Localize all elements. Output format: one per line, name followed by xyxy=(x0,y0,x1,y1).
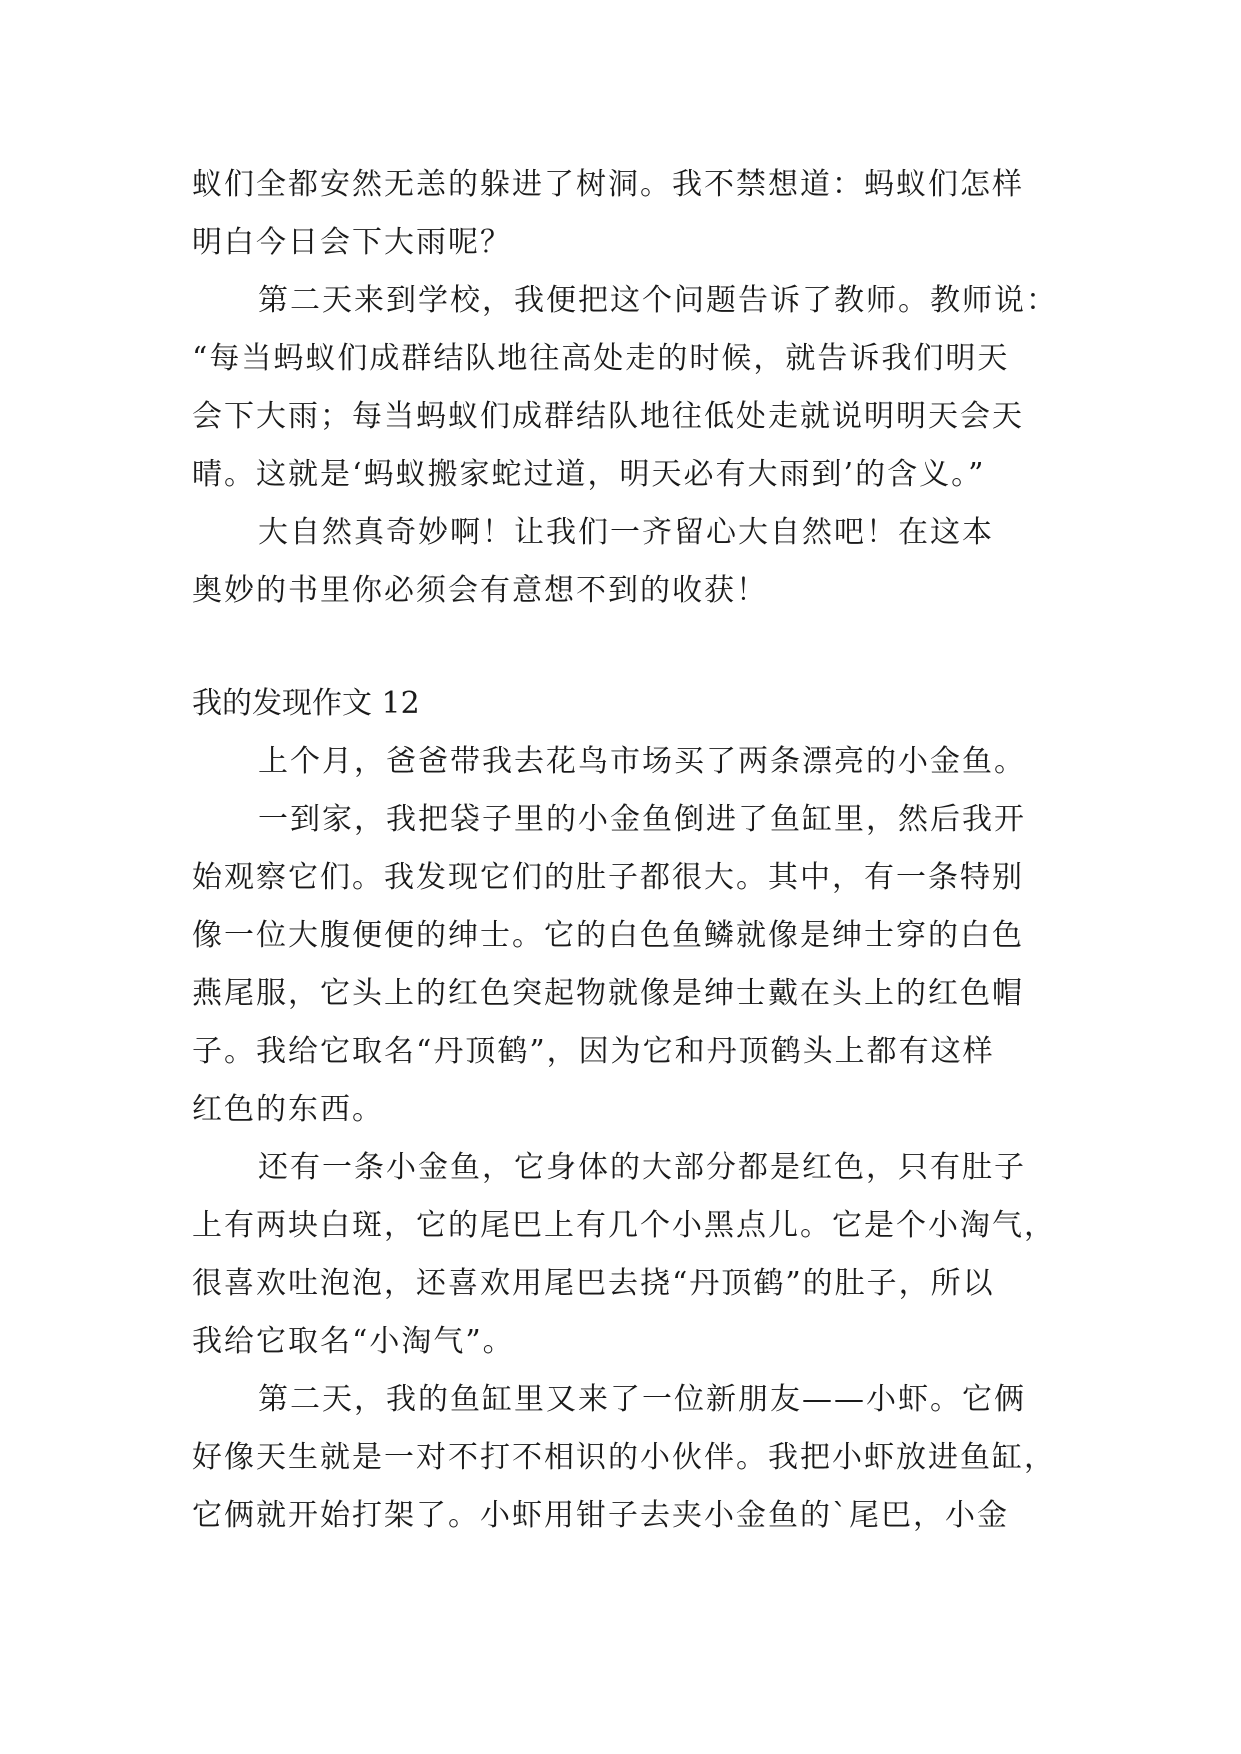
text-line: 蚁们全都安然无恙的躲进了树洞。我不禁想道：蚂蚁们怎样 xyxy=(192,167,1024,202)
text-line: 晴。这就是‘蚂蚁搬家蛇过道，明天必有大雨到’的含义。” xyxy=(192,457,986,492)
text-line: “每当蚂蚁们成群结队地往高处走的时候，就告诉我们明天 xyxy=(192,341,1010,376)
text-line: 燕尾服，它头上的红色突起物就像是绅士戴在头上的红色帽 xyxy=(192,976,1024,1011)
text-line: 好像天生就是一对不打不相识的小伙伴。我把小虾放进鱼缸， xyxy=(192,1440,1056,1475)
paragraph-start-line: 第二天来到学校，我便把这个问题告诉了教师。教师说： xyxy=(258,283,1058,318)
text-line: 始观察它们。我发现它们的肚子都很大。其中，有一条特别 xyxy=(192,860,1024,895)
paragraph-start-line: 还有一条小金鱼，它身体的大部分都是红色，只有肚子 xyxy=(258,1150,1026,1185)
paragraph-start-line: 上个月，爸爸带我去花鸟市场买了两条漂亮的小金鱼。 xyxy=(258,744,1026,779)
section-heading: 我的发现作文 12 xyxy=(192,686,420,721)
text-line: 会下大雨；每当蚂蚁们成群结队地往低处走就说明明天会天 xyxy=(192,399,1024,434)
text-line: 我给它取名“小淘气”。 xyxy=(192,1324,515,1359)
text-line: 红色的东西。 xyxy=(192,1092,384,1127)
text-line: 很喜欢吐泡泡，还喜欢用尾巴去挠“丹顶鹤”的肚子，所以 xyxy=(192,1266,995,1301)
paragraph-start-line: 一到家，我把袋子里的小金鱼倒进了鱼缸里，然后我开 xyxy=(258,802,1026,837)
text-line: 明白今日会下大雨呢？ xyxy=(192,225,512,260)
text-line: 子。我给它取名“丹顶鹤”，因为它和丹顶鹤头上都有这样 xyxy=(192,1034,995,1069)
text-line: 上有两块白斑，它的尾巴上有几个小黑点儿。它是个小淘气， xyxy=(192,1208,1056,1243)
text-line: 奥妙的书里你必须会有意想不到的收获！ xyxy=(192,573,768,608)
paragraph-start-line: 第二天，我的鱼缸里又来了一位新朋友——小虾。它俩 xyxy=(258,1382,1026,1417)
text-line: 像一位大腹便便的绅士。它的白色鱼鳞就像是绅士穿的白色 xyxy=(192,918,1024,953)
text-line: 它俩就开始打架了。小虾用钳子去夹小金鱼的`尾巴，小金 xyxy=(192,1498,1009,1533)
paragraph-start-line: 大自然真奇妙啊！让我们一齐留心大自然吧！在这本 xyxy=(258,515,994,550)
